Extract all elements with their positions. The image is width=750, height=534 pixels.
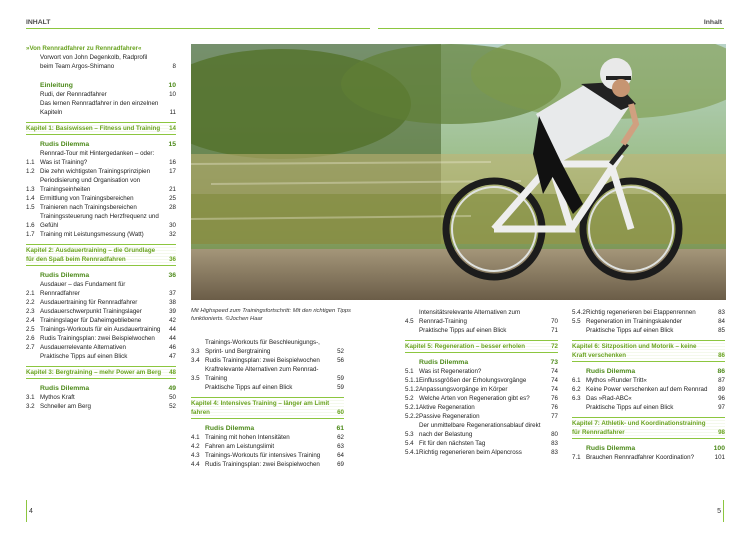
toc-entry-page: 77 (551, 413, 558, 420)
toc-entry (405, 376, 558, 385)
toc-entry-number: 1.3 (26, 186, 35, 193)
toc-entry (26, 176, 176, 194)
toc-entry-page: 50 (169, 394, 176, 401)
toc-entry-title: Praktische Tipps auf einen Blick (586, 404, 674, 411)
toc-entry-title: Was ist Regeneration? (419, 368, 482, 375)
toc-entry-title: Rudis Dilemma (419, 359, 469, 366)
toc-entry-title: Die zehn wichtigsten Trainingsprinzipien (40, 168, 151, 175)
toc-entry-page: 14 (169, 125, 176, 132)
toc-entry-page: 60 (337, 409, 344, 416)
toc-entry-number: 3.4 (191, 357, 200, 364)
toc-entry-page: 97 (718, 404, 725, 411)
toc-entry-page: 86 (718, 352, 725, 359)
toc-entry-page: 44 (169, 335, 176, 342)
toc-entry-number: 3.2 (26, 403, 35, 410)
toc-entry-title: Intensitätsrelevante Alternativen zum Rennrad-Training (419, 309, 521, 325)
toc-entry-number: 5.2.2 (405, 413, 419, 420)
toc-entry (26, 402, 176, 411)
toc-entry-title: Trainings-Workouts für ein Ausdauertraining (40, 326, 161, 333)
toc-entry-title: Rudis Dilemma (40, 385, 90, 392)
toc-entry-page: 44 (169, 326, 176, 333)
toc-entry-page: 10 (168, 82, 176, 89)
toc-entry-page: 74 (551, 368, 558, 375)
spacer (26, 71, 176, 76)
toc-entry-title: Keine Power verschenken auf dem Rennrad (586, 386, 708, 393)
toc-section-heading (405, 358, 558, 367)
toc-entry-page: 84 (718, 318, 725, 325)
footer-bar-right (723, 500, 724, 522)
toc-entry-number: 4.3 (191, 452, 200, 459)
toc-section-heading (26, 384, 176, 393)
toc-entry-number: 3.1 (26, 394, 35, 401)
toc-entry-title: Das »Rad-ABC« (586, 395, 632, 402)
toc-entry-title: Kraftrelevante Alternativen zum Rennrad-Training (205, 366, 319, 382)
toc-entry (191, 451, 344, 460)
page-number-left: 4 (29, 508, 33, 515)
toc-entry-title: Periodisierung und Organisation von Trainingseinheiten (40, 177, 141, 193)
toc-entry-page: 47 (169, 353, 176, 360)
toc-entry-page: 38 (169, 299, 176, 306)
toc-entry-page: 69 (337, 461, 344, 468)
toc-entry (191, 338, 344, 356)
toc-entry (26, 230, 176, 239)
toc-entry-number: 5.1 (405, 368, 414, 375)
toc-entry-page: 46 (169, 344, 176, 351)
toc-entry-title: Anpassungsvorgänge im Körper (419, 386, 508, 393)
page-number-right: 5 (717, 508, 721, 515)
toc-entry-page: 62 (337, 434, 344, 441)
toc-entry-title: Rudis Trainingsplan: zwei Beispielwochen (40, 335, 155, 342)
toc-entry-page: 87 (718, 377, 725, 384)
toc-entry (405, 394, 558, 403)
toc-entry-title: Schneller am Berg (40, 403, 91, 410)
toc-entry (572, 403, 725, 412)
toc-entry-title: Brauchen Rennradfahrer Koordination? (586, 454, 695, 461)
toc-entry-title: Fahren am Leistungslimit (205, 443, 275, 450)
toc-chapter-heading (26, 244, 176, 266)
toc-entry (26, 203, 176, 212)
toc-entry-title: Das lernen Rennradfahrer in den einzelnen Kapiteln (40, 100, 159, 116)
toc-chapter-heading (405, 340, 558, 353)
cyclist-photo (191, 44, 726, 300)
toc-entry-page: 52 (169, 403, 176, 410)
toc-entry-number: 6.3 (572, 395, 581, 402)
toc-entry-title: Passive Regeneration (419, 413, 480, 420)
toc-entry (405, 367, 558, 376)
toc-entry (191, 433, 344, 442)
toc-entry-title: Der unmittelbare Regenerationsablauf direkt nach der Belastung (419, 422, 541, 438)
toc-section-heading (572, 367, 725, 376)
toc-entry (405, 385, 558, 394)
toc-entry-page: 70 (551, 318, 558, 325)
toc-entry (572, 308, 725, 317)
toc-entry-title: Kapitel 3: Bergtraining – mehr Power am Berg (26, 369, 162, 376)
toc-entry-page: 59 (337, 375, 344, 382)
toc-entry (572, 317, 725, 326)
toc-entry-page: 86 (717, 368, 725, 375)
toc-entry-title: Kapitel 4: Intensives Training – länger am Limit fahren (191, 400, 330, 416)
toc-entry-title: Kapitel 1: Basiswissen – Fitness und Training (26, 125, 161, 132)
toc-entry (26, 53, 176, 71)
toc-entry-title: Richtig regenerieren beim Alpencross (419, 449, 522, 456)
toc-entry-page: 17 (169, 168, 176, 175)
toc-entry-number: 3.5 (191, 375, 200, 382)
toc-entry-title: Trainingssteuerung nach Herzfrequenz und Gefühl (40, 213, 159, 229)
toc-entry-page: 61 (336, 425, 344, 432)
toc-entry-title: Ausdauerrelevante Alternativen (40, 344, 126, 351)
toc-entry-page: 72 (551, 343, 558, 350)
toc-entry-title: Rudis Dilemma (40, 141, 90, 148)
toc-entry (26, 280, 176, 298)
toc-entry (26, 167, 176, 176)
toc-entry (26, 149, 176, 167)
toc-entry-number: 5.5 (572, 318, 581, 325)
toc-entry-title: Praktische Tipps auf einen Blick (205, 384, 293, 391)
toc-entry-title: Praktische Tipps auf einen Blick (419, 327, 507, 334)
toc-entry-page: 96 (718, 395, 725, 402)
toc-section-heading (26, 271, 176, 280)
toc-entry-page: 74 (551, 377, 558, 384)
toc-entry-title: Rudis Dilemma (40, 272, 90, 279)
toc-entry (405, 448, 558, 457)
toc-entry (572, 453, 725, 462)
toc-entry-page: 59 (337, 384, 344, 391)
toc-section-heading (26, 140, 176, 149)
toc-entry-number: 5.4.2 (572, 309, 586, 316)
toc-entry-title: Einleitung (40, 82, 73, 89)
toc-entry-page: 63 (337, 443, 344, 450)
toc-entry-title: Praktische Tipps auf einen Blick (586, 327, 674, 334)
toc-entry-page: 76 (551, 395, 558, 402)
toc-entry-number: 1.1 (26, 159, 35, 166)
toc-entry-title: Kapitel 2: Ausdauertraining – die Grundlage für den Spaß beim Rennradfahren (26, 247, 156, 263)
toc-entry-number: 1.7 (26, 231, 35, 238)
photo-illustration (191, 44, 726, 300)
toc-entry (26, 99, 176, 117)
header-left: INHALT (26, 19, 51, 26)
toc-entry-number: 5.2.1 (405, 404, 419, 411)
toc-entry (26, 343, 176, 352)
toc-entry-page: 39 (169, 308, 176, 315)
toc-entry-number: 2.7 (26, 344, 35, 351)
toc-entry-page: 71 (551, 327, 558, 334)
toc-column-3 (405, 308, 558, 457)
toc-entry-title: Ermittlung von Trainingsbereichen (40, 195, 134, 202)
toc-entry-page: 56 (337, 357, 344, 364)
toc-entry-number: 2.3 (26, 308, 35, 315)
toc-entry-title: Rudis Dilemma (586, 445, 636, 452)
toc-entry (191, 383, 344, 392)
toc-entry-page: 10 (169, 91, 176, 98)
toc-entry-title: Ausdauerschwerpunkt Trainingslager (40, 308, 142, 315)
toc-chapter-heading (26, 122, 176, 135)
toc-entry-number: 2.2 (26, 299, 35, 306)
toc-entry (26, 212, 176, 230)
toc-entry-title: Rudis Dilemma (205, 425, 255, 432)
toc-entry-title: Aktive Regeneration (419, 404, 475, 411)
toc-entry-number: 2.5 (26, 326, 35, 333)
toc-intro-title: »Von Rennradfahrer zu Rennradfahrer« (26, 45, 142, 52)
toc-entry (572, 394, 725, 403)
toc-entry-number: 2.6 (26, 335, 35, 342)
toc-entry-title: Welche Arten von Regeneration gibt es? (419, 395, 530, 402)
toc-entry-title: Mythos »Runder Tritt« (586, 377, 647, 384)
toc-entry (191, 460, 344, 469)
footer-bar-left (26, 500, 27, 522)
toc-entry-title: Mythos Kraft (40, 394, 75, 401)
toc-entry-number: 4.4 (191, 461, 200, 468)
toc-chapter-heading (572, 340, 725, 362)
toc-entry (26, 90, 176, 99)
toc-entry-title: Kapitel 5: Regeneration – besser erholen (405, 343, 526, 350)
toc-entry (405, 421, 558, 439)
header-rule-left (26, 28, 370, 29)
toc-entry-title: Ausdauer – das Fundament für Rennradfahrer (40, 281, 126, 297)
toc-entry-number: 3.3 (191, 348, 200, 355)
toc-entry-page: 25 (169, 195, 176, 202)
toc-entry-number: 1.6 (26, 222, 35, 229)
toc-entry-title: Regeneration im Trainingskalender (586, 318, 682, 325)
toc-entry-page: 89 (718, 386, 725, 393)
toc-entry-page: 15 (168, 141, 176, 148)
toc-entry-page: 85 (718, 327, 725, 334)
toc-entry (26, 298, 176, 307)
toc-entry-title: Ausdauertraining für Rennradfahrer (40, 299, 138, 306)
toc-entry-title: Richtig regenerieren bei Etappenrennen (586, 309, 696, 316)
toc-entry (26, 325, 176, 334)
toc-entry-page: 49 (168, 385, 176, 392)
toc-entry-number: 4.2 (191, 443, 200, 450)
toc-entry-page: 52 (337, 348, 344, 355)
toc-entry (572, 326, 725, 335)
toc-entry-title: Vorwort von John Degenkolb, Radprofil beim Team Argos-Shimano (40, 54, 148, 70)
toc-entry-title: Rudis Trainingsplan: zwei Beispielwochen (205, 357, 320, 364)
toc-entry-page: 76 (551, 404, 558, 411)
toc-entry-number: 4.1 (191, 434, 200, 441)
toc-entry-page: 28 (169, 204, 176, 211)
toc-chapter-heading (26, 366, 176, 379)
toc-section-heading (572, 444, 725, 453)
toc-entry-title: Einflussgrößen der Erholungsvorgänge (419, 377, 527, 384)
toc-entry-title: Training mit Leistungsmessung (Watt) (40, 231, 144, 238)
toc-entry-number: 4.5 (405, 318, 414, 325)
toc-entry (26, 194, 176, 203)
toc-entry-title: Trainingslager für Daheimgebliebene (40, 317, 142, 324)
toc-entry-page: 30 (169, 222, 176, 229)
toc-entry-number: 5.1.2 (405, 386, 419, 393)
toc-entry-number: 1.2 (26, 168, 35, 175)
toc-entry-title: Trainieren nach Trainingsbereichen (40, 204, 137, 211)
toc-entry-page: 37 (169, 290, 176, 297)
toc-entry-page: 83 (551, 440, 558, 447)
toc-chapter-heading (191, 397, 344, 419)
toc-entry (405, 326, 558, 335)
toc-entry (405, 439, 558, 448)
toc-entry-page: 16 (169, 159, 176, 166)
toc-entry-page: 21 (169, 186, 176, 193)
toc-entry (405, 403, 558, 412)
toc-entry-page: 101 (714, 454, 725, 461)
toc-entry (26, 352, 176, 361)
toc-entry-page: 83 (718, 309, 725, 316)
toc-entry-title: Rudis Trainingsplan: zwei Beispielwochen (205, 461, 320, 468)
toc-entry-number: 2.1 (26, 290, 35, 297)
toc-entry (405, 412, 558, 421)
toc-entry-number: 6.2 (572, 386, 581, 393)
toc-entry-number: 5.1.1 (405, 377, 419, 384)
toc-entry (191, 442, 344, 451)
toc-column-1 (26, 44, 176, 411)
toc-entry-number: 5.4.1 (405, 449, 419, 456)
toc-entry-number: 6.1 (572, 377, 581, 384)
toc-entry-page: 36 (168, 272, 176, 279)
toc-entry-page: 32 (169, 231, 176, 238)
toc-chapter-heading (572, 417, 725, 439)
toc-entry-page: 100 (713, 445, 725, 452)
toc-section-heading (191, 424, 344, 433)
toc-entry-page: 36 (169, 256, 176, 263)
toc-entry-title: Kapitel 6: Sitzposition und Motorik – keine Kraft verschenken (572, 343, 697, 359)
toc-entry (405, 308, 558, 326)
toc-entry-title: Rudis Dilemma (586, 368, 636, 375)
photo-caption: Mit Highspeed zum Trainingsfortschritt: Mit den richtigen Tipps funktionierts. ©Jochen Haar (191, 308, 351, 322)
toc-entry-page: 80 (551, 431, 558, 438)
toc-column-4 (572, 308, 725, 462)
header-right: Inhalt (703, 19, 722, 26)
toc-section-heading (26, 81, 176, 90)
toc-entry-page: 83 (551, 449, 558, 456)
header-rule-right (378, 28, 724, 29)
toc-entry-number: 1.4 (26, 195, 35, 202)
toc-entry-page: 73 (550, 359, 558, 366)
toc-entry-page: 8 (172, 63, 176, 70)
toc-entry-number: 5.2 (405, 395, 414, 402)
toc-entry (26, 307, 176, 316)
toc-entry-title: Kapitel 7: Athletik- und Koordinationstraining für Rennradfahrer (572, 420, 706, 436)
toc-column-2 (191, 338, 344, 469)
toc-entry-page: 48 (169, 369, 176, 376)
toc-entry (26, 393, 176, 402)
toc-entry (26, 334, 176, 343)
toc-entry-page: 64 (337, 452, 344, 459)
toc-entry-number: 7.1 (572, 454, 581, 461)
toc-entry (572, 376, 725, 385)
toc-entry-number: 5.4 (405, 440, 414, 447)
toc-entry (26, 316, 176, 325)
toc-entry (191, 365, 344, 383)
toc-entry-number: 2.4 (26, 317, 35, 324)
toc-entry (572, 385, 725, 394)
toc-entry-number: 5.3 (405, 431, 414, 438)
toc-entry-title: Fit für den nächsten Tag (419, 440, 486, 447)
toc-entry-title: Trainings-Workouts für intensives Training (205, 452, 321, 459)
toc-entry-title: Trainings-Workouts für Beschleunigungs-, Sprint- und Bergtraining (205, 339, 320, 355)
toc-entry-page: 98 (718, 429, 725, 436)
toc-entry-page: 74 (551, 386, 558, 393)
toc-entry-title: Praktische Tipps auf einen Blick (40, 353, 128, 360)
toc-entry-title: Rennrad-Tour mit Hintergedanken – oder: Was ist Training? (40, 150, 155, 166)
toc-entry-number: 1.5 (26, 204, 35, 211)
toc-entry-page: 42 (169, 317, 176, 324)
toc-entry-title: Rudi, der Rennradfahrer (40, 91, 107, 98)
toc-entry (191, 356, 344, 365)
toc-entry-page: 11 (169, 109, 176, 116)
toc-entry-title: Training mit hohen Intensitäten (205, 434, 290, 441)
